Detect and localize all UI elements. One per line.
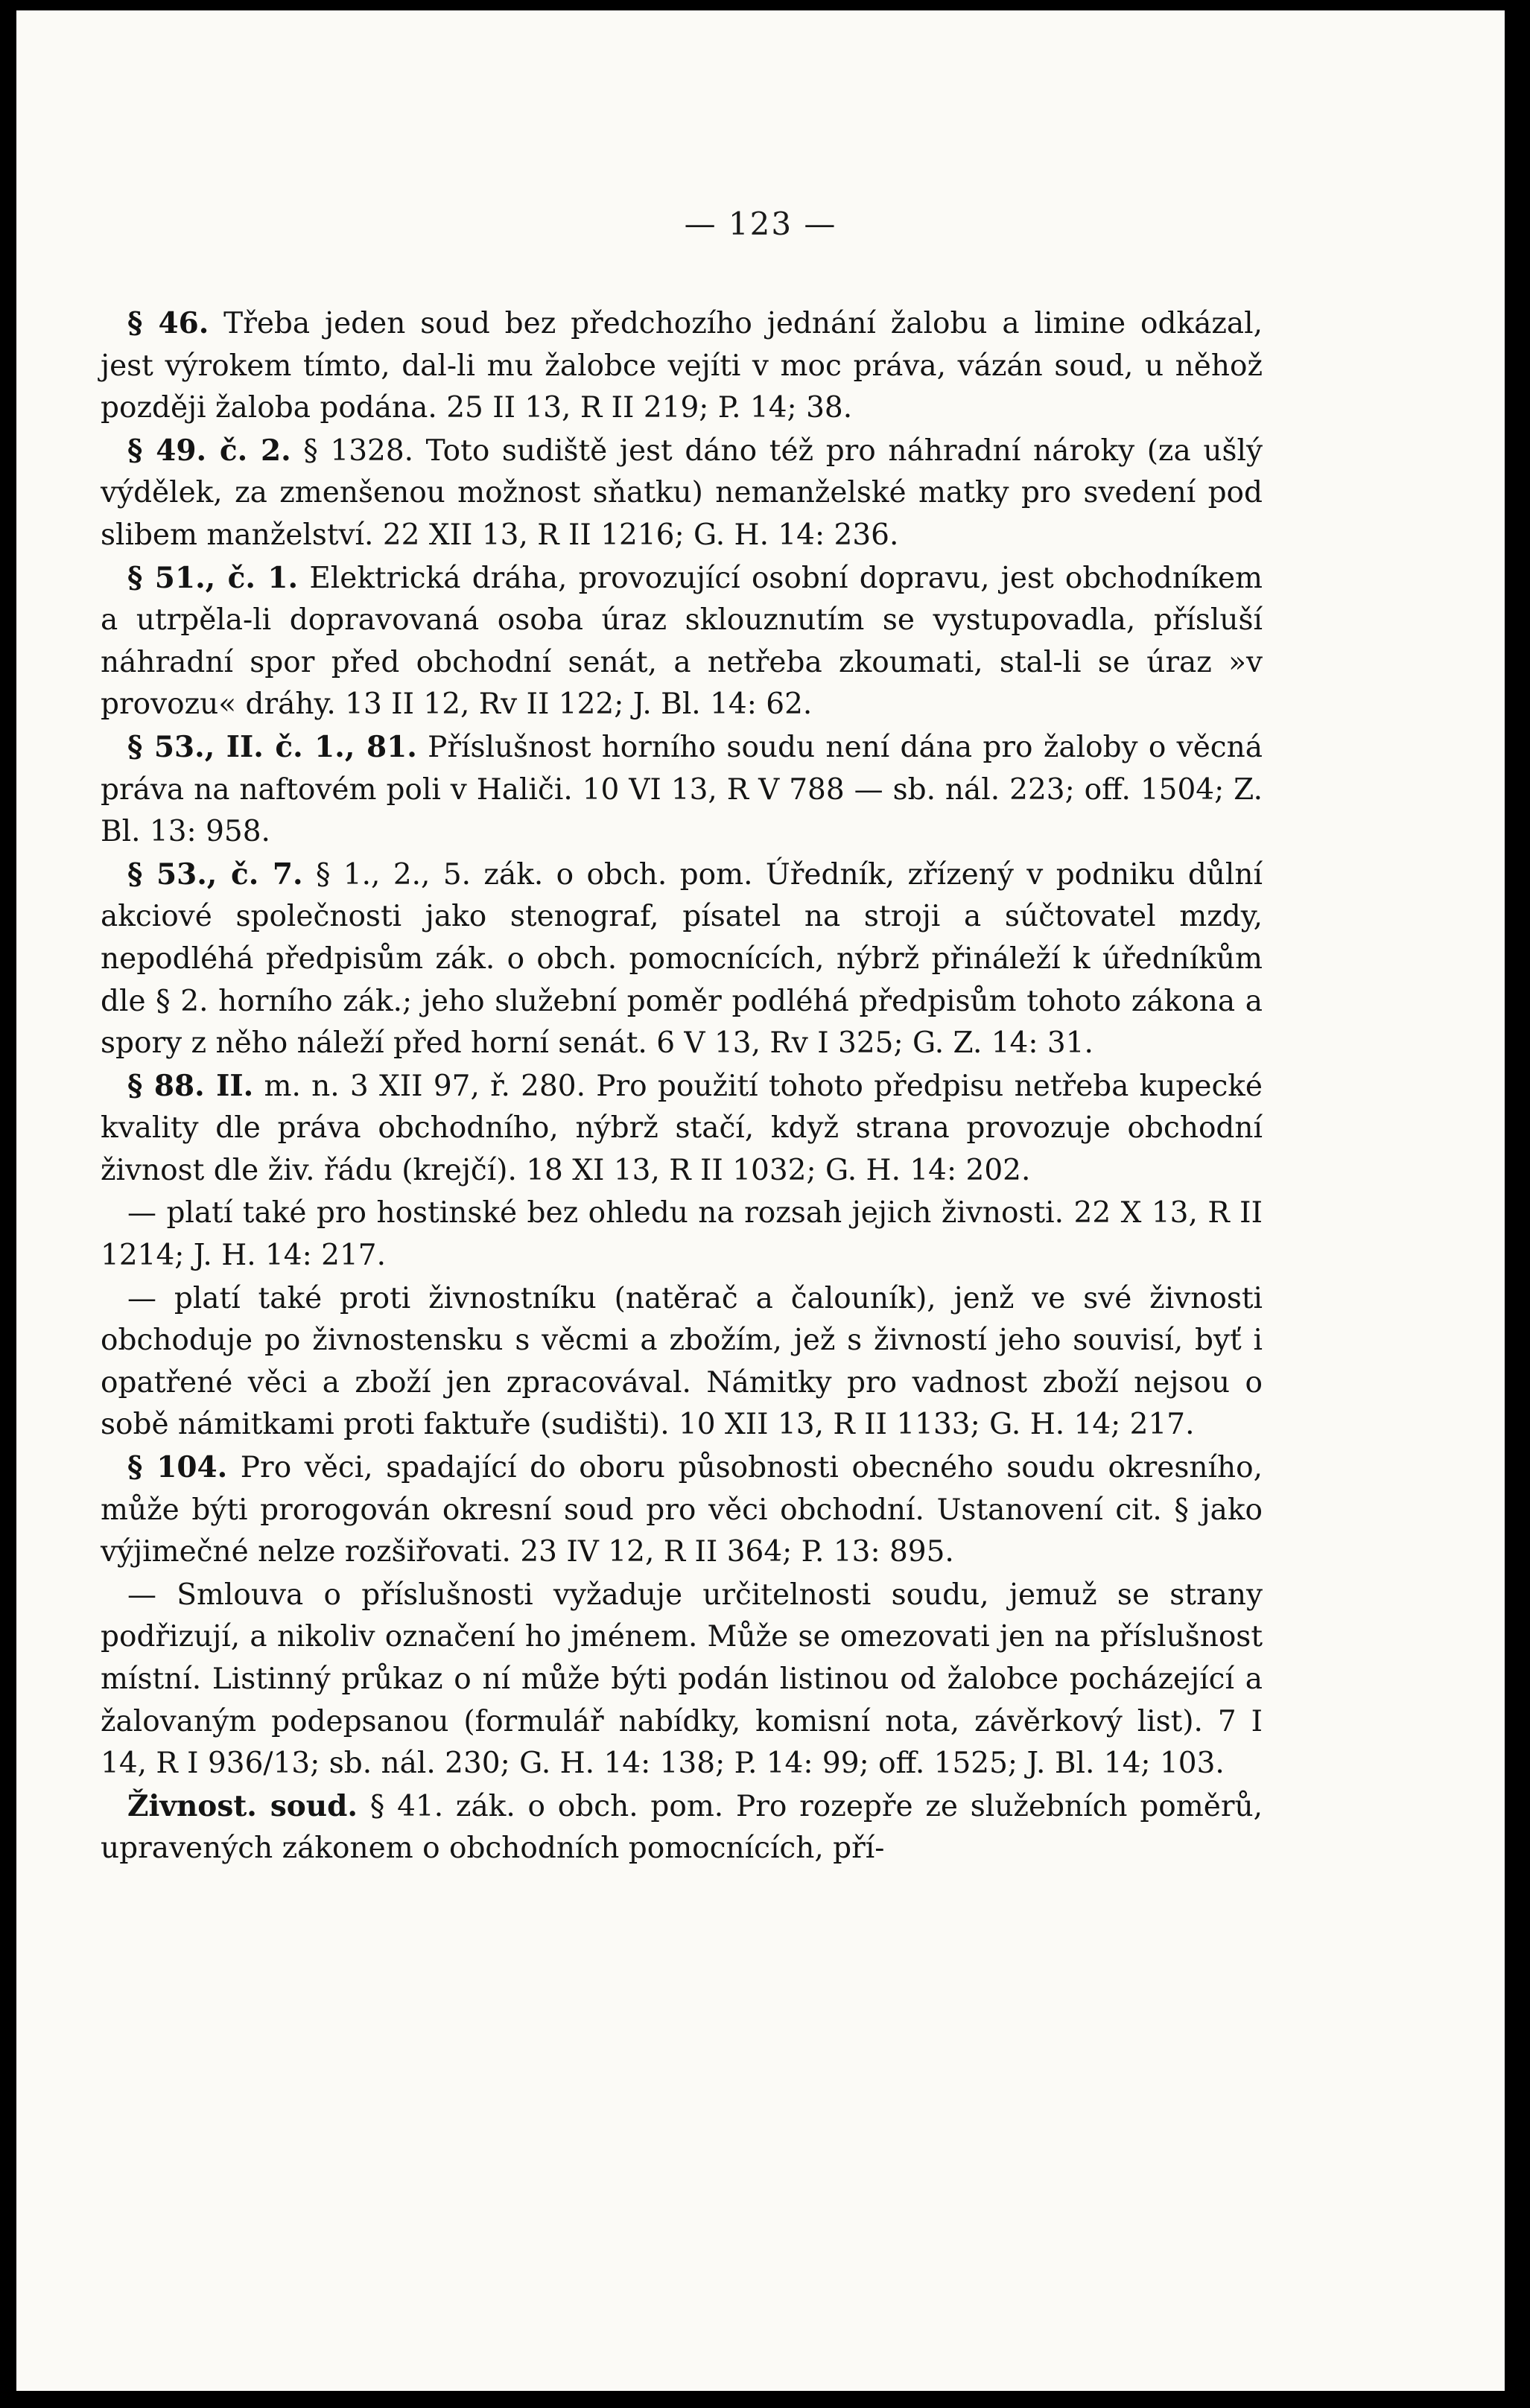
- paragraph-s88: [101, 1065, 1263, 1192]
- paragraph-lead: § 51., č. 1.: [127, 560, 299, 595]
- paragraph-text: Příslušnost horního soudu není dána pro žaloby o věcná práva na naftovém poli v Haliči. 10 VI 13, R V 788 — sb. nál. 223; off. 1504; Z. Bl. 13: 958.: [101, 730, 1263, 849]
- paragraph-text: — platí také proti živnostníku (natěrač a čalouník), jenž ve své živnosti obchoduje po živnostensku s věcmi a zbožím, jež s živností jeho souvisí, byť i opatřené věci a zboží jen zpracovával. Námitky pro vadnost zboží nejsou o sobě námitkami proti faktuře (sudišti). 10 XII 13, R II 1133; G. H. 14; 217.: [101, 1281, 1263, 1442]
- page-body: [101, 302, 1263, 1870]
- paragraph-text: Pro věci, spadající do oboru působnosti obecného soudu okresního, může býti prorogován okresní soud pro věci obchodní. Ustanovení cit. § jako výjimečné nelze rozšiřovati. 23 IV 12, R II 364; P. 13: 895.: [101, 1451, 1263, 1569]
- paragraph-text: — Smlouva o příslušnosti vyžaduje určitelnosti soudu, jemuž se strany podřizují, a nikoliv označení ho jménem. Může se omezovati jen na příslušnost místní. Listinný průkaz o ní může býti podán listinou od žalobce pocházející a žalovaným podepsanou (formulář nabídky, komisní nota, závěrkový list). 7 I 14, R I 936/13; sb. nál. 230; G. H. 14: 138; P. 14: 99; off. 1525; J. Bl. 14; 103.: [101, 1578, 1263, 1781]
- paragraph-text: Třeba jeden soud bez předchozího jednání žalobu a limine odkázal, jest výrokem tímto, dal-li mu žalobce vejíti v moc práva, vázán soud, u něhož později žaloba podána. 25 II 13, R II 219; P. 14; 38.: [101, 307, 1263, 425]
- paragraph-lead: § 49. č. 2.: [127, 433, 291, 468]
- book-page: [16, 10, 1505, 2391]
- paragraph-s46: [101, 302, 1263, 430]
- paragraph-text: § 1., 2., 5. zák. o obch. pom. Úředník, zřízený v podniku důlní akciové společnosti jako stenograf, písatel na stroji a súčtovatel mzdy, nepodléhá předpisům zák. o obch. pomocnících, nýbrž přináleží k úředníkům dle § 2. horního zák.; jeho služební poměr podléhá předpisům tohoto zákona a spory z něho náleží před horní senát. 6 V 13, Rv I 325; G. Z. 14: 31.: [101, 857, 1263, 1061]
- paragraph-zivnost-soud: [101, 1785, 1263, 1870]
- paragraph-s104-smlouva: [101, 1574, 1263, 1785]
- paragraph-s51: [101, 557, 1263, 726]
- paragraph-text: § 1328. Toto sudiště jest dáno též pro náhradní nároky (za ušlý výdělek, za zmenšenou možnost sňatku) nemanželské matky pro svedení pod slibem manželství. 22 XII 13, R II 1216; G. H. 14: 236.: [101, 433, 1263, 552]
- paragraph-s53-c7: [101, 854, 1263, 1065]
- paragraph-text: Elektrická dráha, provozující osobní dopravu, jest obchodníkem a utrpěla-li dopravovaná osoba úraz sklouznutím se vystupovadla, přísluší náhradní spor před obchodní senát, a netřeba zkoumati, stal-li se úraz »v provozu« dráhy. 13 II 12, Rv II 122; J. Bl. 14: 62.: [101, 561, 1263, 722]
- paragraph-s88-hostinske: [101, 1192, 1263, 1277]
- paragraph-s53-ii: [101, 726, 1263, 854]
- paragraph-s104: [101, 1446, 1263, 1574]
- paragraph-text: — platí také pro hostinské bez ohledu na rozsah jejich živnosti. 22 X 13, R II 1214; J. H. 14: 217.: [101, 1196, 1263, 1273]
- paragraph-text: § 41. zák. o obch. pom. Pro rozepře ze služebních poměrů, upravených zákonem o obchodních pomocnících, pří-: [101, 1789, 1263, 1866]
- paragraph-s88-zivnostnik: [101, 1277, 1263, 1446]
- page-number: — 123 —: [684, 206, 837, 242]
- paragraph-lead: § 53., II. č. 1., 81.: [127, 729, 417, 764]
- paragraph-lead: § 46.: [127, 306, 209, 340]
- paragraph-lead: § 104.: [127, 1450, 228, 1485]
- paragraph-lead: § 88. II.: [127, 1068, 254, 1103]
- paragraph-lead: Živnost. soud.: [127, 1788, 358, 1823]
- paragraph-lead: § 53., č. 7.: [127, 857, 303, 892]
- paragraph-text: m. n. 3 XII 97, ř. 280. Pro použití tohoto předpisu netřeba kupecké kvality dle práva obchodního, nýbrž stačí, když strana provozuje obchodní živnost dle živ. řádu (krejčí). 18 XI 13, R II 1032; G. H. 14: 202.: [101, 1069, 1263, 1187]
- paragraph-s49: [101, 430, 1263, 557]
